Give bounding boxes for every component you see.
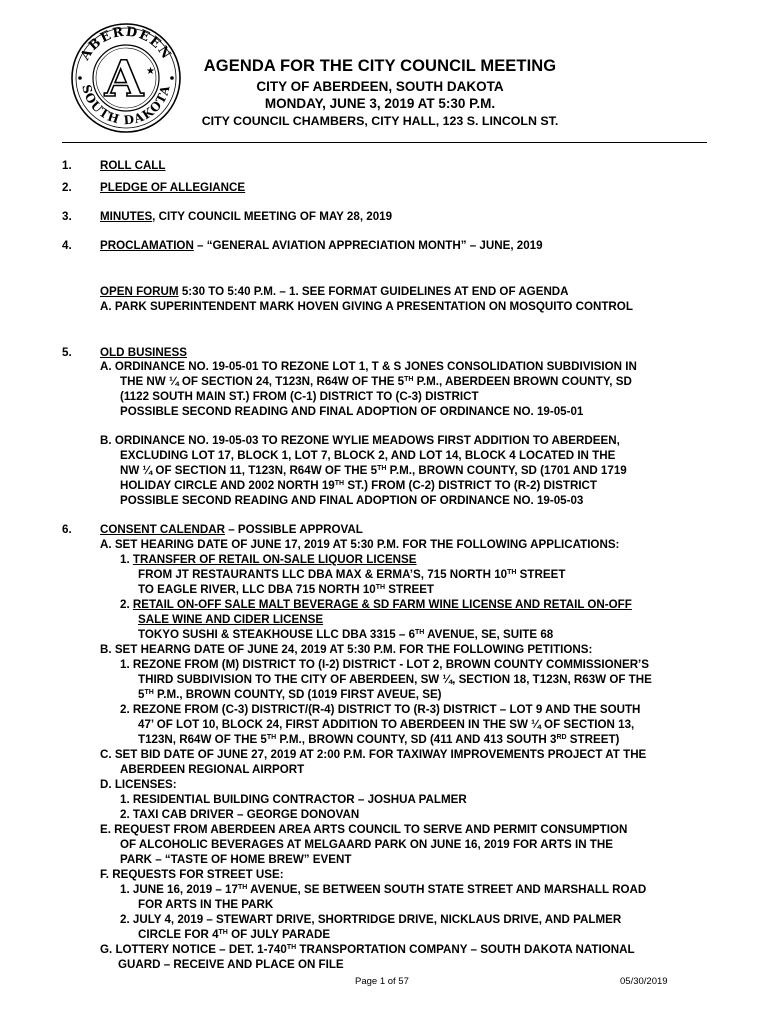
old-business-a-line: A. ORDINANCE NO. 19-05-01 TO REZONE LOT 1, T & S JONES CONSOLIDATION SUBDIVISION IN: [100, 360, 637, 373]
old-business-a-line: THE NW ¼ OF SECTION 24, T123N, R64W OF THE 5TH P.M., ABERDEEN BROWN COUNTY, SD: [120, 375, 632, 388]
consent-g-line: GUARD – RECEIVE AND PLACE ON FILE: [118, 958, 344, 971]
item-number: 2.: [62, 181, 72, 194]
consent-a-line: A. SET HEARING DATE OF JUNE 17, 2019 AT 5:30 P.M. FOR THE FOLLOWING APPLICATIONS:: [100, 538, 620, 551]
consent-b2-line: 2. REZONE FROM (C-3) DISTRICT/(R-4) DISTRICT TO (R-3) DISTRICT – LOT 9 AND THE SOUTH: [120, 703, 641, 716]
roll-call: ROLL CALL: [100, 159, 166, 172]
proclamation-item: PROCLAMATION – “GENERAL AVIATION APPRECIATION MONTH” – JUNE, 2019: [100, 239, 543, 252]
open-forum-label: OPEN FORUM: [100, 285, 179, 298]
consent-f2-line: 2. JULY 4, 2019 – STEWART DRIVE, SHORTRIDGE DRIVE, NICKLAUS DRIVE, AND PALMER: [120, 913, 622, 926]
consent-g-line: G. LOTTERY NOTICE – DET. 1-740TH TRANSPORTATION COMPANY – SOUTH DAKOTA NATIONAL: [100, 943, 635, 956]
consent-a1-line: 1. TRANSFER OF RETAIL ON-SALE LIQUOR LICENSE: [120, 553, 417, 566]
old-business-b-line: HOLIDAY CIRCLE AND 2002 NORTH 19TH ST.) FROM (C-2) DISTRICT TO (R-2) DISTRICT: [120, 479, 597, 492]
consent-a2-line: SALE WINE AND CIDER LICENSE: [138, 613, 324, 626]
consent-d1-line: 1. RESIDENTIAL BUILDING CONTRACTOR – JOSHUA PALMER: [120, 793, 467, 806]
consent-a1-line: FROM JT RESTAURANTS LLC DBA MAX & ERMA’S, 715 NORTH 10TH STREET: [138, 568, 566, 581]
meeting-date: MONDAY, JUNE 3, 2019 AT 5:30 P.M.: [264, 96, 496, 111]
city-name: CITY OF ABERDEEN, SOUTH DAKOTA: [256, 79, 504, 94]
consent-b2-line: T123N, R64W OF THE 5TH P.M., BROWN COUNTY, SD (411 AND 413 SOUTH 3RD STREET): [138, 733, 620, 746]
consent-a1-line: TO EAGLE RIVER, LLC DBA 715 NORTH 10TH STREET: [138, 583, 435, 596]
consent-d2-line: 2. TAXI CAB DRIVER – GEORGE DONOVAN: [120, 808, 360, 821]
item-number: 1.: [62, 159, 72, 172]
item-number: 4.: [62, 239, 72, 252]
consent-a2-line: 2. RETAIL ON-OFF SALE MALT BEVERAGE & SD FARM WINE LICENSE AND RETAIL ON-OFF: [120, 598, 632, 611]
svg-text:SOUTH DAKOTA: SOUTH DAKOTA: [79, 83, 173, 128]
item-number: 3.: [62, 210, 72, 223]
old-business-b-line: EXCLUDING LOT 17, BLOCK 1, LOT 7, BLOCK 2, AND LOT 14, BLOCK 4 LOCATED IN THE: [120, 449, 616, 462]
consent-calendar-item: CONSENT CALENDAR – POSSIBLE APPROVAL: [100, 523, 363, 536]
consent-f1-line: FOR ARTS IN THE PARK: [138, 898, 274, 911]
item-number: 5.: [62, 346, 72, 359]
agenda-title: AGENDA FOR THE CITY COUNCIL MEETING: [203, 57, 557, 75]
pledge-of-allegiance: PLEDGE OF ALLEGIANCE: [100, 181, 246, 194]
open-forum-sub-a: A. PARK SUPERINTENDENT MARK HOVEN GIVING A PRESENTATION ON MOSQUITO CONTROL: [100, 300, 633, 313]
consent-b2-line: 47’ OF LOT 10, BLOCK 24, FIRST ADDITION TO ABERDEEN IN THE SW ¼ OF SECTION 13,: [138, 718, 635, 731]
svg-text:A: A: [104, 49, 144, 108]
svg-text:ABERDEEN: ABERDEEN: [77, 24, 175, 63]
consent-c-line: ABERDEEN REGIONAL AIRPORT: [120, 763, 305, 776]
minutes-item: MINUTES, CITY COUNCIL MEETING OF MAY 28, 2019: [100, 210, 393, 223]
footer-date: 05/30/2019: [620, 976, 668, 987]
old-business-a-line: (1122 SOUTH MAIN ST.) FROM (C-1) DISTRICT TO (C-3) DISTRICT: [120, 390, 479, 403]
meeting-location: CITY COUNCIL CHAMBERS, CITY HALL, 123 S. LINCOLN ST.: [201, 114, 559, 128]
consent-b1-line: THIRD SUBDIVISION TO THE CITY OF ABERDEEN, SW ¼, SECTION 18, T123N, R63W OF THE: [138, 673, 652, 686]
proclamation-label: PROCLAMATION: [100, 239, 194, 252]
consent-calendar-label: CONSENT CALENDAR: [100, 523, 225, 536]
consent-e-line: E. REQUEST FROM ABERDEEN AREA ARTS COUNCIL TO SERVE AND PERMIT CONSUMPTION: [100, 823, 628, 836]
consent-d-line: D. LICENSES:: [100, 778, 177, 791]
consent-f2-line: CIRCLE FOR 4TH OF JULY PARADE: [138, 928, 331, 941]
consent-f1-line: 1. JUNE 16, 2019 – 17TH AVENUE, SE BETWEEN SOUTH STATE STREET AND MARSHALL ROAD: [120, 883, 647, 896]
open-forum-item: OPEN FORUM 5:30 TO 5:40 P.M. – 1. SEE FORMAT GUIDELINES AT END OF AGENDA: [100, 285, 569, 298]
svg-text:★: ★: [146, 66, 155, 77]
consent-b1-line: 5TH P.M., BROWN COUNTY, SD (1019 FIRST AVEUE, SE): [138, 688, 442, 701]
page-number: Page 1 of 57: [355, 976, 409, 987]
old-business-b-line: B. ORDINANCE NO. 19-05-03 TO REZONE WYLIE MEADOWS FIRST ADDITION TO ABERDEEN,: [100, 434, 620, 447]
old-business-b-line: POSSIBLE SECOND READING AND FINAL ADOPTION OF ORDINANCE NO. 19-05-03: [120, 494, 584, 507]
consent-e-line: PARK – “TASTE OF HOME BREW” EVENT: [120, 853, 352, 866]
old-business-label: OLD BUSINESS: [100, 346, 187, 359]
minutes-label: MINUTES: [100, 210, 153, 223]
old-business-b-line: NW ¼ OF SECTION 11, T123N, R64W OF THE 5TH P.M., BROWN COUNTY, SD (1701 AND 1719: [120, 464, 627, 477]
item-number: 6.: [62, 523, 72, 536]
consent-b-line: B. SET HEARNG DATE OF JUNE 24, 2019 AT 5:30 P.M. FOR THE FOLLOWING PETITIONS:: [100, 643, 593, 656]
old-business-a-line: POSSIBLE SECOND READING AND FINAL ADOPTION OF ORDINANCE NO. 19-05-01: [120, 405, 584, 418]
consent-e-line: OF ALCOHOLIC BEVERAGES AT MELGAARD PARK ON JUNE 16, 2019 FOR ARTS IN THE: [120, 838, 613, 851]
consent-a2-line: TOKYO SUSHI & STEAKHOUSE LLC DBA 3315 – 6TH AVENUE, SE, SUITE 68: [138, 628, 554, 641]
consent-f-line: F. REQUESTS FOR STREET USE:: [100, 868, 284, 881]
header-divider: [62, 142, 707, 143]
consent-c-line: C. SET BID DATE OF JUNE 27, 2019 AT 2:00 P.M. FOR TAXIWAY IMPROVEMENTS PROJECT AT THE: [100, 748, 647, 761]
consent-b1-line: 1. REZONE FROM (M) DISTRICT TO (I-2) DISTRICT - LOT 2, BROWN COUNTY COMMISSIONER’S: [120, 658, 650, 671]
